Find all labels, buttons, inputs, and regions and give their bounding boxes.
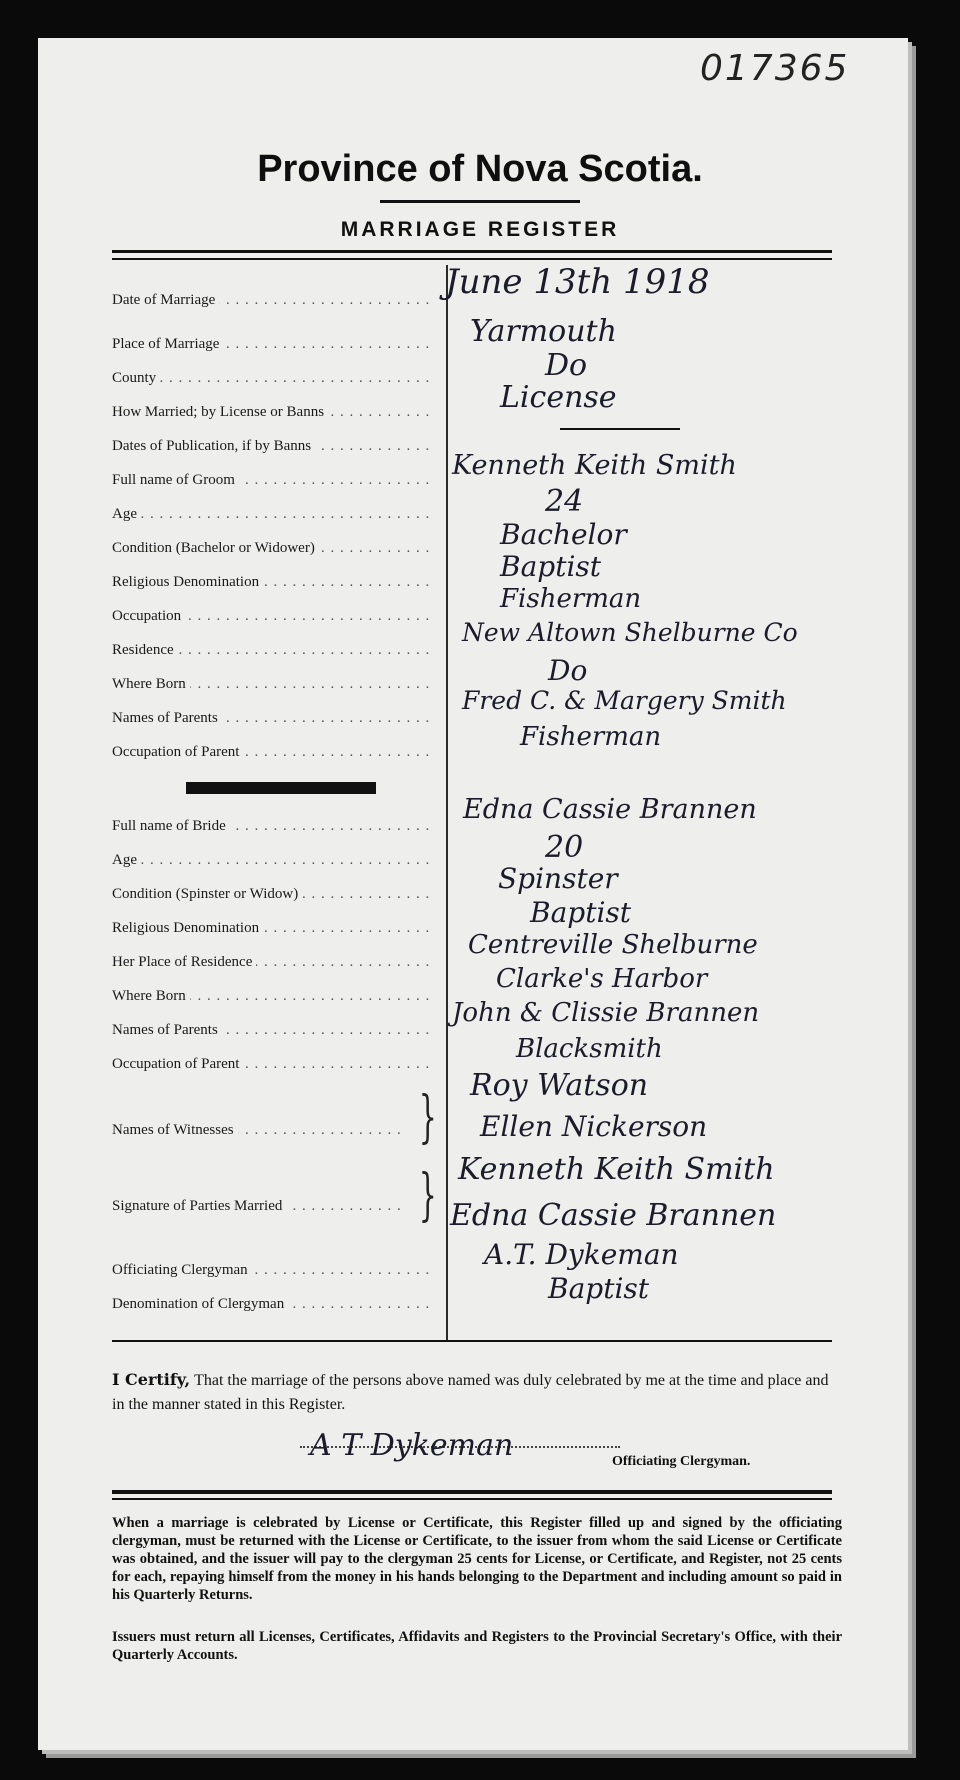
label-date-of-marriage: Date of Marriage . . . bbox=[112, 292, 432, 309]
label-county: County . . . bbox=[112, 370, 432, 387]
value-groom-parents: Fred C. & Margery Smith bbox=[462, 686, 787, 715]
label-how-married: How Married; by License or Banns . . . bbox=[112, 404, 432, 421]
signature-groom: Kenneth Keith Smith bbox=[458, 1152, 775, 1187]
signature-caption: Officiating Clergyman. bbox=[612, 1454, 751, 1469]
label-signatures: Signature of Parties Married . . . bbox=[112, 1198, 402, 1215]
value-groom-age: 24 bbox=[545, 484, 584, 519]
return-instructions: When a marriage is celebrated by License or Certificate, this Register filled up and signed by the officiating clergyman, must be returned with the License or Certificate, to the issuer from whom the said License or Certificate was obtained, and the issuer will pay to the clergyman 25 cents for License, or Certificate, and Register, not 25 cents for each, repaying himself from the money in his hands belonging to the Department and including amount so paid in his Quarterly Returns. bbox=[112, 1515, 842, 1603]
header-double-rule-bottom bbox=[112, 258, 832, 260]
label-bride-where-born: Where Born . . . bbox=[112, 988, 432, 1005]
value-groom-name: Kenneth Keith Smith bbox=[452, 450, 737, 481]
witness-2: Ellen Nickerson bbox=[480, 1110, 708, 1143]
label-bride-age: Age . . . bbox=[112, 852, 432, 869]
label-bride-religion: Religious Denomination . . . bbox=[112, 920, 432, 937]
signature-bride: Edna Cassie Brannen bbox=[450, 1198, 777, 1233]
certify-text: That the marriage of the persons above named was duly celebrated by me at the time and place and in the manner stated in this Register. bbox=[112, 1372, 829, 1413]
value-clergy-denomination: Baptist bbox=[548, 1272, 650, 1305]
label-clergy-denomination: Denomination of Clergyman . . . bbox=[112, 1296, 432, 1313]
value-bride-parent-occupation: Blacksmith bbox=[516, 1034, 663, 1064]
value-bride-age: 20 bbox=[545, 830, 584, 865]
label-groom-parents: Names of Parents . . . bbox=[112, 710, 432, 727]
page-title: Province of Nova Scotia. bbox=[257, 148, 703, 190]
value-bride-where-born: Clarke's Harbor bbox=[496, 964, 708, 994]
value-groom-residence: New Altown Shelburne Co bbox=[462, 618, 798, 647]
witness-1: Roy Watson bbox=[470, 1068, 649, 1103]
license-underline bbox=[560, 428, 680, 430]
label-bride-parent-occupation: Occupation of Parent . . . bbox=[112, 1056, 432, 1073]
value-officiating-clergyman: A.T. Dykeman bbox=[484, 1238, 679, 1271]
section-divider-bar bbox=[186, 782, 376, 794]
value-groom-occupation: Fisherman bbox=[500, 584, 642, 614]
signatures-brace: } bbox=[418, 1163, 437, 1228]
form-subtitle: MARRIAGE REGISTER bbox=[340, 218, 620, 241]
label-groom-religion: Religious Denomination . . . bbox=[112, 574, 432, 591]
clergyman-signature: A T Dykeman bbox=[310, 1428, 514, 1463]
witnesses-brace: } bbox=[418, 1085, 437, 1150]
certify-statement bbox=[112, 1368, 842, 1417]
value-bride-residence: Centreville Shelburne bbox=[468, 930, 758, 960]
label-dates-of-publication: Dates of Publication, if by Banns . . . bbox=[112, 438, 432, 455]
header-double-rule-top bbox=[112, 250, 832, 253]
certify-top-rule bbox=[112, 1340, 832, 1342]
label-groom-condition: Condition (Bachelor or Widower) . . . bbox=[112, 540, 432, 557]
label-bride-name: Full name of Bride . . . bbox=[112, 818, 432, 835]
label-groom-where-born: Where Born . . . bbox=[112, 676, 432, 693]
value-groom-condition: Bachelor bbox=[500, 518, 627, 551]
title-underline bbox=[380, 200, 580, 203]
notice-rule-top bbox=[112, 1490, 832, 1494]
value-bride-condition: Spinster bbox=[498, 862, 618, 895]
value-bride-parents: John & Clissie Brannen bbox=[452, 998, 760, 1028]
value-date-of-marriage: June 13th 1918 bbox=[445, 262, 710, 302]
label-groom-occupation: Occupation . . . bbox=[112, 608, 432, 625]
label-witnesses: Names of Witnesses . . . bbox=[112, 1122, 402, 1139]
value-place-of-marriage: Yarmouth bbox=[470, 314, 617, 349]
notice-rule-bottom bbox=[112, 1498, 832, 1500]
label-officiating-clergyman: Officiating Clergyman . . . bbox=[112, 1262, 432, 1279]
value-groom-parent-occupation: Fisherman bbox=[520, 722, 662, 752]
column-divider bbox=[446, 265, 448, 1340]
label-place-of-marriage: Place of Marriage . . . bbox=[112, 336, 432, 353]
value-groom-where-born: Do bbox=[548, 654, 588, 687]
issuer-instructions: Issuers must return all Licenses, Certificates, Affidavits and Registers to the Provincial Secretary's Office, with their Quarterly Accounts. bbox=[112, 1629, 842, 1663]
value-bride-name: Edna Cassie Brannen bbox=[463, 794, 757, 825]
value-groom-religion: Baptist bbox=[500, 550, 602, 583]
certify-keyword: I Certify, bbox=[112, 1370, 191, 1389]
value-county: Do bbox=[545, 348, 588, 383]
document-number: 017365 bbox=[700, 48, 850, 89]
label-bride-condition: Condition (Spinster or Widow) . . . bbox=[112, 886, 432, 903]
label-groom-parent-occupation: Occupation of Parent . . . bbox=[112, 744, 432, 761]
label-bride-residence: Her Place of Residence . . . bbox=[112, 954, 432, 971]
label-groom-residence: Residence . . . bbox=[112, 642, 432, 659]
value-how-married: License bbox=[500, 380, 617, 415]
label-groom-age: Age . . . bbox=[112, 506, 432, 523]
label-groom-name: Full name of Groom . . . bbox=[112, 472, 432, 489]
label-bride-parents: Names of Parents . . . bbox=[112, 1022, 432, 1039]
value-bride-religion: Baptist bbox=[530, 896, 632, 929]
